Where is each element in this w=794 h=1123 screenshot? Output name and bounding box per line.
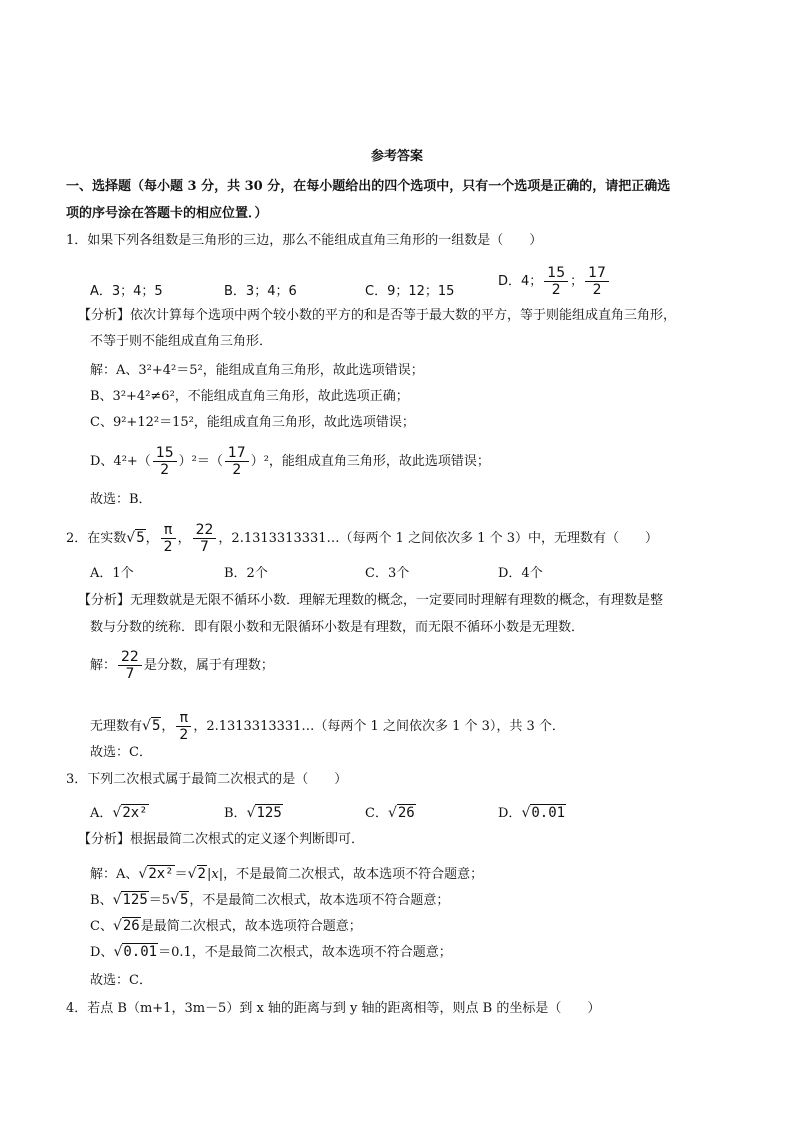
sqrt-0-01: √0.01 [521, 805, 566, 821]
radicand: 0.01 [123, 944, 158, 960]
radicand: 125 [122, 892, 148, 908]
solution-text: 无理数有 [90, 719, 143, 734]
q1-analysis-line2: 不等于则不能组成直角三角形． [90, 334, 273, 349]
option-label: A． [90, 806, 113, 821]
solution-text: 解： [90, 658, 117, 673]
sqrt-2x2: √2x² [112, 805, 148, 821]
q1-separator: ； [570, 274, 584, 289]
q4-stem: 4．若点 B（m+1，3m－5）到 x 轴的距离与到 y 轴的距离相等，则点 B 的坐标是（ ） [66, 1001, 601, 1016]
fraction-numerator: 22 [193, 522, 217, 539]
absolute-value-x: |x| [206, 867, 224, 882]
fraction-22-7 [118, 649, 142, 682]
radicand: 26 [397, 805, 415, 821]
q3-option-d [498, 804, 566, 823]
q3-option-b [224, 804, 283, 823]
q3-answer: 故选：C． [90, 973, 152, 988]
radicand: 26 [122, 918, 140, 934]
solution-text: ＝5 [148, 893, 171, 908]
q3-solution-a [90, 865, 483, 884]
page-title: 参考答案 [370, 149, 423, 164]
q2-option-d: D．4个 [498, 566, 543, 581]
q3-solution-b [90, 891, 449, 910]
q2-option-c: C．3个 [365, 566, 410, 581]
stem-text: ，2.1313313331…（每两个 1 之间依次多 1 个 3）中，无理数有（ ） [218, 531, 659, 546]
q1-solution-c: C、9²+12²＝15²，能组成直角三角形，故此选项错误； [90, 415, 415, 430]
comma: ， [145, 531, 159, 546]
solution-text: D、4²+（ [90, 454, 151, 469]
q2-analysis-line1 [78, 592, 663, 610]
analysis-text: 依次计算每个选项中两个较小数的平方的和是否等于最大数的平方，等于则能组成直角三角形， [130, 308, 677, 323]
radicand: 2x² [122, 805, 148, 821]
sqrt-5: √5 [142, 718, 161, 734]
fraction-numerator: π [161, 522, 176, 539]
fraction-numerator: 15 [544, 265, 568, 282]
fraction-numerator: 17 [225, 445, 249, 462]
q3-stem: 3．下列二次根式属于最简二次根式的是（ ） [66, 772, 348, 787]
fraction-numerator: 17 [585, 265, 609, 282]
q3-option-c [365, 804, 416, 823]
fraction-denominator: 2 [163, 539, 173, 555]
sqrt-125: √125 [246, 805, 282, 821]
q3-option-a [90, 804, 149, 823]
fraction-pi-2 [176, 710, 191, 743]
q1-option-c: C．9；12；15 [365, 284, 455, 299]
fraction-22-7 [193, 522, 217, 555]
q1-solution-a: 解：A、3²+4²＝5²，能组成直角三角形，故此选项错误； [90, 363, 424, 378]
fraction-numerator: π [176, 710, 191, 727]
option-label: D． [498, 806, 522, 821]
q2-stem [66, 518, 658, 559]
radicand: 2 [197, 866, 206, 882]
q2-answer: 故选：C． [90, 745, 152, 760]
fraction-denominator: 7 [125, 666, 135, 682]
q3-solution-d [90, 943, 452, 962]
analysis-text: 根据最简二次根式的定义逐个判断即可． [130, 832, 365, 847]
solution-text: ，不是最简二次根式，故本选项不符合题意； [189, 893, 450, 908]
q1-analysis-line1 [78, 307, 676, 325]
q1-fraction-15-2 [544, 265, 568, 298]
analysis-tag: 【分析】 [78, 593, 131, 608]
solution-text: 解：A、 [90, 867, 139, 882]
fraction-denominator: 2 [551, 282, 561, 298]
option-label: B． [224, 806, 247, 821]
comma: ， [161, 719, 175, 734]
radicand: 2x² [148, 866, 174, 882]
q1-sol-fraction-17-2 [225, 445, 249, 478]
sqrt-26: √26 [112, 918, 140, 934]
option-label: C． [365, 806, 388, 821]
radicand: 125 [256, 805, 282, 821]
analysis-text: 无理数就是无限不循环小数．理解无理数的概念，一定要同时理解有理数的概念，有理数是整 [130, 593, 664, 608]
analysis-tag: 【分析】 [78, 308, 131, 323]
radicand: 5 [179, 892, 189, 908]
solution-text: ＝0.1，不是最简二次根式，故本选项不符合题意； [158, 945, 452, 960]
solution-text: ，2.1313313331…（每两个 1 之间依次多 1 个 3），共 3 个． [193, 719, 565, 734]
solution-text: D、 [90, 945, 114, 960]
sqrt-5: √5 [126, 530, 145, 546]
q1-fraction-17-2 [585, 265, 609, 298]
solution-text: ＝ [174, 867, 188, 882]
q1-option-b: B．3；4；6 [224, 284, 297, 299]
sqrt-2: √2 [187, 866, 206, 882]
q3-analysis [78, 831, 364, 849]
sqrt-125: √125 [112, 892, 148, 908]
fraction-denominator: 7 [200, 539, 209, 555]
q2-solution-line1 [90, 646, 274, 686]
radicand: 0.01 [531, 805, 566, 821]
fraction-numerator: 15 [153, 445, 177, 462]
radicand: 5 [151, 718, 161, 734]
sqrt-5: √5 [170, 892, 189, 908]
q2-analysis-line2: 数与分数的统称．即有限小数和无限循环小数是有理数，而无限不循环小数是无理数． [90, 620, 585, 635]
q1-sol-fraction-15-2 [153, 445, 177, 478]
q2-option-a: A．1个 [90, 566, 134, 581]
solution-text: ，不是最简二次根式，故本选项不符合题意； [223, 867, 484, 882]
solution-text: B、 [90, 893, 113, 908]
fraction-pi-2 [161, 522, 176, 555]
fraction-denominator: 2 [592, 282, 602, 298]
comma: ， [177, 531, 191, 546]
sqrt-0-01: √0.01 [113, 944, 158, 960]
radicand: 5 [136, 530, 145, 546]
q1-option-d [498, 262, 611, 302]
fraction-denominator: 2 [160, 462, 170, 478]
solution-text: 是最简二次根式，故本选项符合题意； [140, 919, 362, 934]
solution-text: 是分数，属于有理数； [143, 658, 274, 673]
q2-option-b: B．2个 [224, 566, 268, 581]
section-heading-line1: 一、选择题（每小题 3 分，共 30 分，在每小题给出的四个选项中，只有一个选项是正确的，请把正确选 [66, 179, 671, 194]
sqrt-2x2: √2x² [138, 866, 174, 882]
solution-text: ）²＝（ [178, 454, 223, 469]
fraction-denominator: 2 [232, 462, 242, 478]
fraction-numerator: 22 [118, 649, 142, 666]
q1-solution-d [90, 442, 490, 482]
q2-solution-line2 [90, 706, 565, 747]
q1-stem: 1．如果下列各组数是三角形的三边，那么不能组成直角三角形的一组数是（ ） [66, 233, 543, 248]
solution-text: C、 [90, 919, 113, 934]
q1-answer: 故选：B． [90, 492, 152, 507]
q1-option-a: A．3；4；5 [90, 284, 163, 299]
sqrt-26: √26 [387, 805, 415, 821]
stem-text: 2．在实数 [66, 531, 127, 546]
q1-option-d-label: D．4； [498, 274, 543, 289]
fraction-denominator: 2 [179, 727, 189, 743]
q3-solution-c [90, 917, 362, 936]
q1-solution-b: B、3²+4²≠6²，不能组成直角三角形，故此选项正确； [90, 389, 409, 404]
solution-text: ）²，能组成直角三角形，故此选项错误； [250, 454, 490, 469]
section-heading-line2: 项的序号涂在答题卡的相应位置．） [66, 206, 268, 221]
analysis-tag: 【分析】 [78, 832, 131, 847]
